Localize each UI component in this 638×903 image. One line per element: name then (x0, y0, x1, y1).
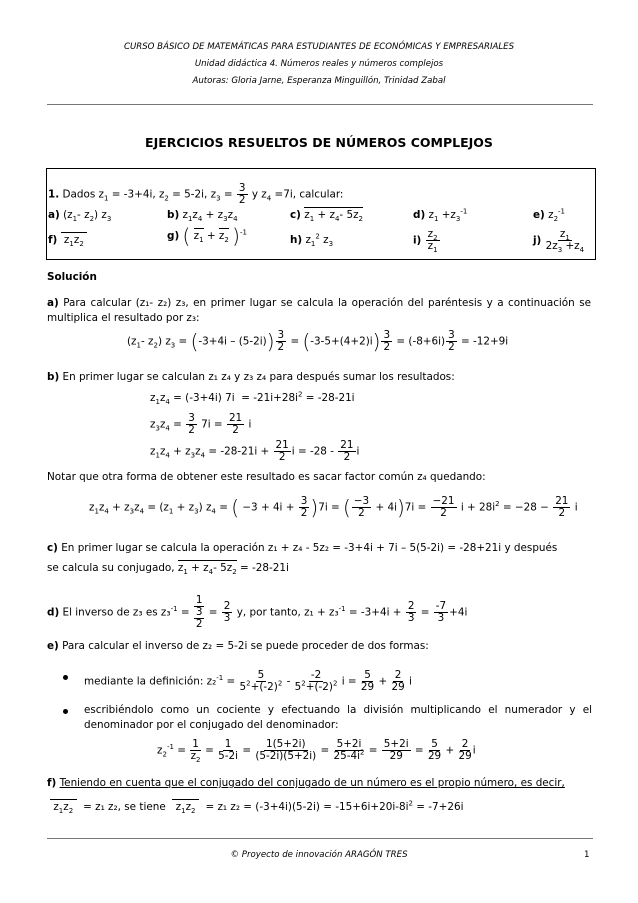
part-e-bullet1: mediante la definición: z₂$^{-1}$ = $\frac{5}{5^2+(-2)^2}$ - $\frac{-2}{5^2+(-2)^2}$ i = $\frac{5}{29}$ + $\frac{2}{29}$ i (84, 669, 412, 693)
bullet-1 (63, 675, 68, 680)
solution-heading: Solución (47, 271, 97, 283)
item-g: g) ( $z_1 + z_2$ )$^{-1}$ (167, 224, 247, 248)
part-c-text: c) En primer lugar se calcula la operación z₁ + z₄ - 5z₂ = -3+4i + 7i – 5(5-2i) = -28+21i y después (47, 542, 558, 554)
footer-project: © Proyecto de innovación ARAGÓN TRES (230, 850, 408, 860)
part-b-eq2: $z_3z_4$ = $\frac{3}{2}$ 7i = $\frac{21}{2}$ i (150, 412, 252, 436)
part-d-text: d) El inverso de z₃ es z₃$^{-1}$ = 1 3 2 = $\frac{2}{3}$ y, por tanto, z₁ + z₃$^{-1}$ = -3+4i + $\frac{2}{3}$ = $\frac{-7}{3}$ +4i (47, 594, 468, 630)
bullet-2 (63, 709, 68, 714)
part-b-eq3: $z_1z_4 + z_3z_4 = -28-21i$ + $\frac{21}{2}$ i = -28 - $\frac{21}{2}$ i (150, 439, 360, 463)
item-j: j) $\frac{z_1}{2z_3 +z_4}$ (533, 228, 585, 255)
part-b-text: b) En primer lugar se calculan z₁ z₄ y z₃ z₄ para después sumar los resultados: (47, 371, 455, 383)
header-divider (47, 104, 593, 105)
authors-line: Autoras: Gloria Jarne, Esperanza Minguillón, Trinidad Zabal (192, 76, 446, 86)
part-b-eq4: $z_1z_4 + z_3z_4 = (z_1 + z_3) z_4$ = ( −3 + 4i + $\frac{3}{2}$ )7i = ( $\frac{-3}{2}$ + 4i)7i = $\frac{-21}{2}$ $i + 28i^2 = -28$ − $\frac{21}{2}$ i (89, 495, 578, 520)
page-number: 1 (584, 850, 590, 860)
item-d: d) $z_1 +z_3^{-1}$ (413, 207, 468, 224)
part-b-eq1: $z_1z_4 = (-3+4i) 7i = -21i+28i^2 = -28-21i$ (150, 390, 355, 407)
page-title: EJERCICIOS RESUELTOS DE NÚMEROS COMPLEJOS (145, 135, 493, 150)
part-a-text: a) Para calcular (z₁- z₂) z₃, en primer lugar se calcula la operación del paréntesis y a continuación se multiplica el resultado por z₃: (47, 297, 592, 324)
item-f: f) $z_1z_2$ (48, 234, 87, 246)
item-e: e) $z_2^{-1}$ (533, 207, 566, 224)
problem-number: 1. (48, 188, 60, 201)
part-e-text: e) Para calcular el inverso de z₂ = 5-2i se puede proceder de dos formas: (47, 640, 429, 652)
part-e-bullet2: escribiéndolo como un cociente y efectuando la división multiplicando el numerador y el denominador por el conjugado del denominador: (84, 704, 592, 731)
item-b: b) $z_1z_4 + z_3z_4$ (167, 209, 238, 224)
problem-statement: 1. Dados $z_1 = -3+4i$, $z_2 = 5-2i$, $z_3$ = $\frac{3}{2}$ y $z_4 =7i$, calcular: (48, 182, 344, 206)
part-f-eq: $z_1z_2$ = z₁ z₂, se tiene $z_1z_2$ = z₁ $z_2 = (-3+4i)(5-2i) = -15+6i+20i-8i^2 = -7+26i$ (50, 801, 463, 813)
calcular-word: calcular: (299, 188, 344, 201)
footer-divider (47, 838, 593, 839)
part-e-eq: $z_2^{-1}$ = $\frac{1}{z_2}$ = $\frac{1}{5-2i}$ = $\frac{1(5+2i)}{(5-2i)(5+2i)}$ = $\frac{5+2i}{25-4i^2}$ = $\frac{5+2i}{29}$ = $\frac{5}{29}$ + $\frac{2}{29}$ i (157, 738, 476, 765)
part-a-equation: ($z_1-$ $z_2$) $z_3 = (-3+4i - (5-2i))$ $\frac{3}{2}$ = (-3-5+(4+2)i) $\frac{3}{2}$ = (-8+6i) $\frac{3}{2}$ = -12+9i (127, 329, 509, 354)
item-h: h) $z_1^2$ $z_3$ (290, 232, 334, 249)
unit-title: Unidad didáctica 4. Números reales y números complejos (194, 59, 444, 69)
item-c: c) $z_1 + z_4-$ $5z_2$ (290, 209, 364, 224)
item-a: a) ($z_1-$ $z_2$) $z_3$ (48, 209, 112, 224)
part-f-text: f) Teniendo en cuenta que el conjugado del conjugado de un número es el propio número, es decir, (47, 777, 565, 789)
part-c-text2: se calcula su conjugado, $z_1 + z_4-$ $5z_2 = -28-21i$ (47, 562, 289, 577)
part-b-note: Notar que otra forma de obtener este resultado es sacar factor común z₄ quedando: (47, 471, 486, 483)
course-title: CURSO BÁSICO DE MATEMÁTICAS PARA ESTUDIANTES DE ECONÓMICAS Y EMPRESARIALES (123, 42, 515, 52)
item-i: i) $\frac{z_2}{z_1}$ (413, 228, 438, 255)
problem-prefix: Dados z (62, 188, 104, 201)
